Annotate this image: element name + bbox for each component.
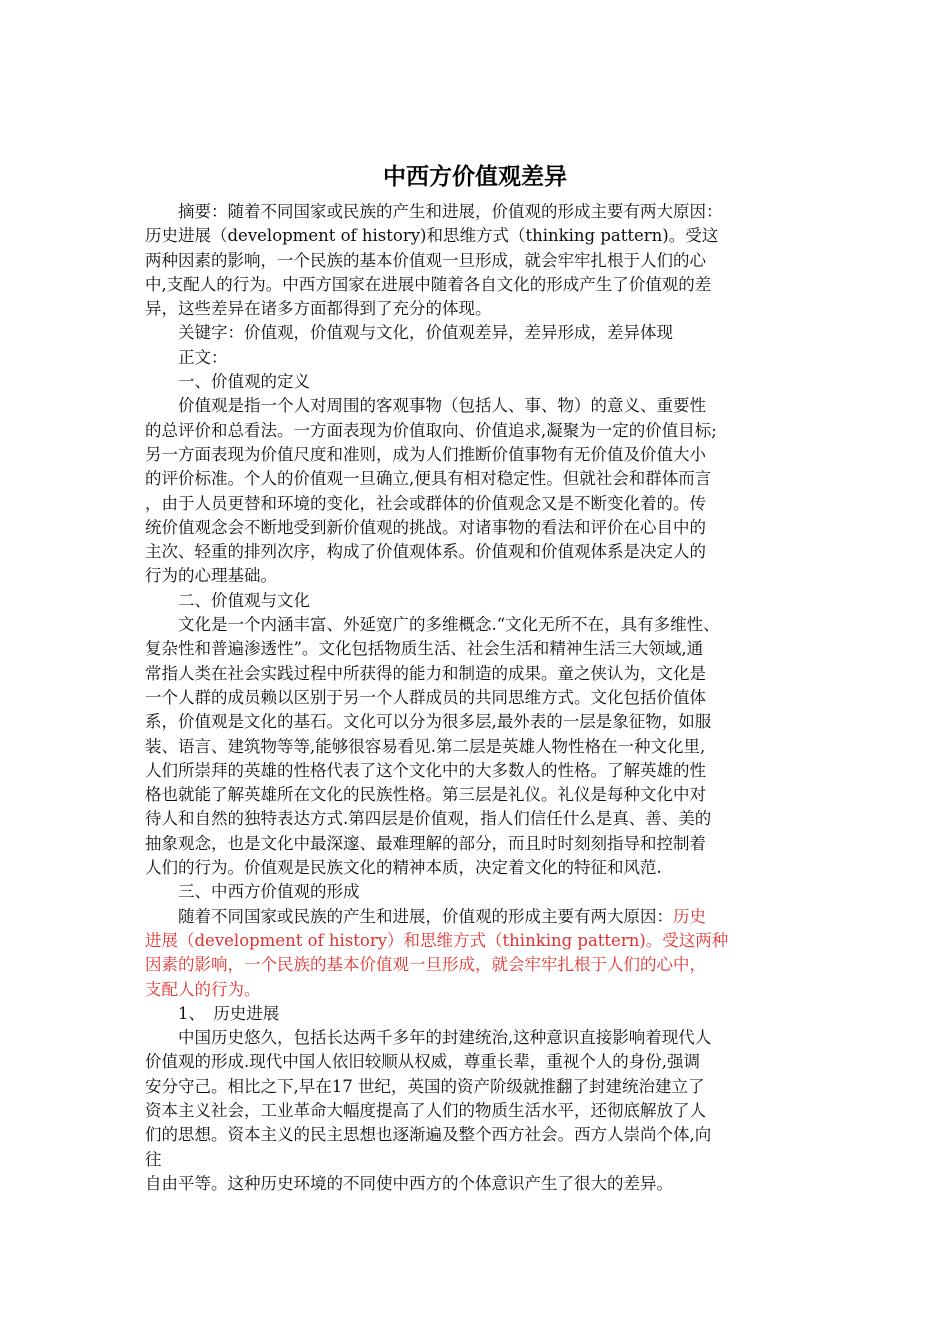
section-heading: 一、价值观的定义 (145, 372, 310, 392)
subsection-heading: 1、 历史进展 (145, 1003, 280, 1023)
paragraph-line: 人们的行为。价值观是民族文化的精神本质，决定着文化的特征和风范. (145, 858, 662, 878)
document-body (145, 200, 815, 1196)
section-heading: 三、中西方价值观的形成 (145, 882, 360, 902)
paragraph-line: 资本主义社会，工业革命大幅度提高了人们的物质生活水平，还彻底解放了人 (145, 1100, 706, 1120)
paragraph-line: 人们所崇拜的英雄的性格代表了这个文化中的大多数人的性格。了解英雄的性 (145, 760, 706, 780)
paragraph-line: 另一方面表现为价值尺度和准则，成为人们推断价值事物有无价值及价值大小 (145, 444, 706, 464)
highlighted-line: 因素的影响，一个民族的基本价值观一旦形成，就会牢牢扎根于人们的心中， (145, 955, 706, 975)
paragraph-line: 价值观的形成.现代中国人依旧较顺从权威，尊重长辈，重视个人的身份,强调 (145, 1052, 700, 1072)
paragraph-line: 中,支配人的行为。中西方国家在进展中随着各自文化的形成产生了价值观的差 (145, 274, 712, 294)
paragraph-line: 摘要：随着不同国家或民族的产生和进展，价值观的形成主要有两大原因： (145, 202, 723, 221)
paragraph-line: 格也就能了解英雄所在文化的民族性格。第三层是礼仪。礼仪是每种文化中对 (145, 785, 706, 805)
paragraph-line: 中国历史悠久，包括长达两千多年的封建统治,这种意识直接影响着现代人 (145, 1028, 712, 1048)
paragraph-line: 往 (145, 1149, 162, 1169)
keywords-line: 关键字：价值观，价值观与文化，价值观差异，差异形成，差异体现 (145, 323, 673, 343)
paragraph-line: ，由于人员更替和环境的变化，社会或群体的价值观念又是不断变化着的。传 (145, 493, 706, 513)
paragraph-line: 装、语言、建筑物等等,能够很容易看见.第二层是英雄人物性格在一种文化里, (145, 736, 706, 756)
paragraph-line: 系，价值观是文化的基石。文化可以分为很多层,最外表的一层是象征物，如服 (145, 712, 712, 732)
paragraph-line: 文化是一个内涵丰富、外延宽广的多维概念.“文化无所不在，具有多维性、 (145, 615, 720, 635)
paragraph-line: 自由平等。这种历史环境的不同使中西方的个体意识产生了很大的差异。 (145, 1173, 673, 1193)
section-heading: 二、价值观与文化 (145, 590, 310, 610)
paragraph-line: 一个人群的成员赖以区别于另一个人群成员的共同思维方式。文化包括价值体 (145, 687, 706, 707)
paragraph-line: 待人和自然的独特表达方式.第四层是价值观，指人们信任什么是真、善、美的 (145, 809, 712, 829)
paragraph-line: 的评价标准。个人的价值观一旦确立,便具有相对稳定性。但就社会和群体而言 (145, 469, 712, 489)
paragraph-line: 抽象观念，也是文化中最深邃、最难理解的部分，而且时时刻刻指导和控制着 (145, 833, 706, 853)
paragraph-line: 价值观是指一个人对周围的客观事物（包括人、事、物）的意义、重要性 (145, 396, 706, 416)
paragraph-line: 异，这些差异在诸多方面都得到了充分的体现。 (145, 299, 492, 319)
paragraph-line: 主次、轻重的排列次序，构成了价值观体系。价值观和价值观体系是决定人的 (145, 542, 706, 562)
paragraph-line: 历史进展（development of history)和思维方式（thinking pattern)。受这 (145, 226, 719, 246)
paragraph-line: 两种因素的影响，一个民族的基本价值观一旦形成，就会牢牢扎根于人们的心 (145, 250, 706, 270)
paragraph-line: 的总评价和总看法。一方面表现为价值取向、价值追求,凝聚为一定的价值目标; (145, 420, 717, 440)
paragraph-line: 常指人类在社会实践过程中所获得的能力和制造的成果。童之侠认为，文化是 (145, 663, 706, 683)
paragraph-line: 统价值观念会不断地受到新价值观的挑战。对诸事物的看法和评价在心目中的 (145, 517, 706, 537)
highlighted-line: 支配人的行为。 (145, 979, 261, 999)
page-title: 中西方价值观差异 (383, 164, 567, 190)
paragraph-line: 行为的心理基础。 (145, 566, 277, 586)
paragraph-line: 安分守己。相比之下,早在17 世纪，英国的资产阶级就推翻了封建统治建立了 (145, 1076, 705, 1096)
paragraph-line-mixed (145, 905, 815, 929)
paragraph-line: 复杂性和普遍渗透性”。文化包括物质生活、社会生活和精神生活三大领域,通 (145, 639, 704, 659)
paragraph-line: 们的思想。资本主义的民主思想也逐渐遍及整个西方社会。西方人崇尚个体,向 (145, 1125, 712, 1145)
highlighted-line: 进展（development of history）和思维方式（thinking pattern)。受这两种 (145, 930, 729, 950)
section-label: 正文： (145, 347, 228, 367)
highlighted-text: 历史 (673, 906, 706, 926)
paragraph-text: 随着不同国家或民族的产生和进展，价值观的形成主要有两大原因： (145, 906, 673, 926)
